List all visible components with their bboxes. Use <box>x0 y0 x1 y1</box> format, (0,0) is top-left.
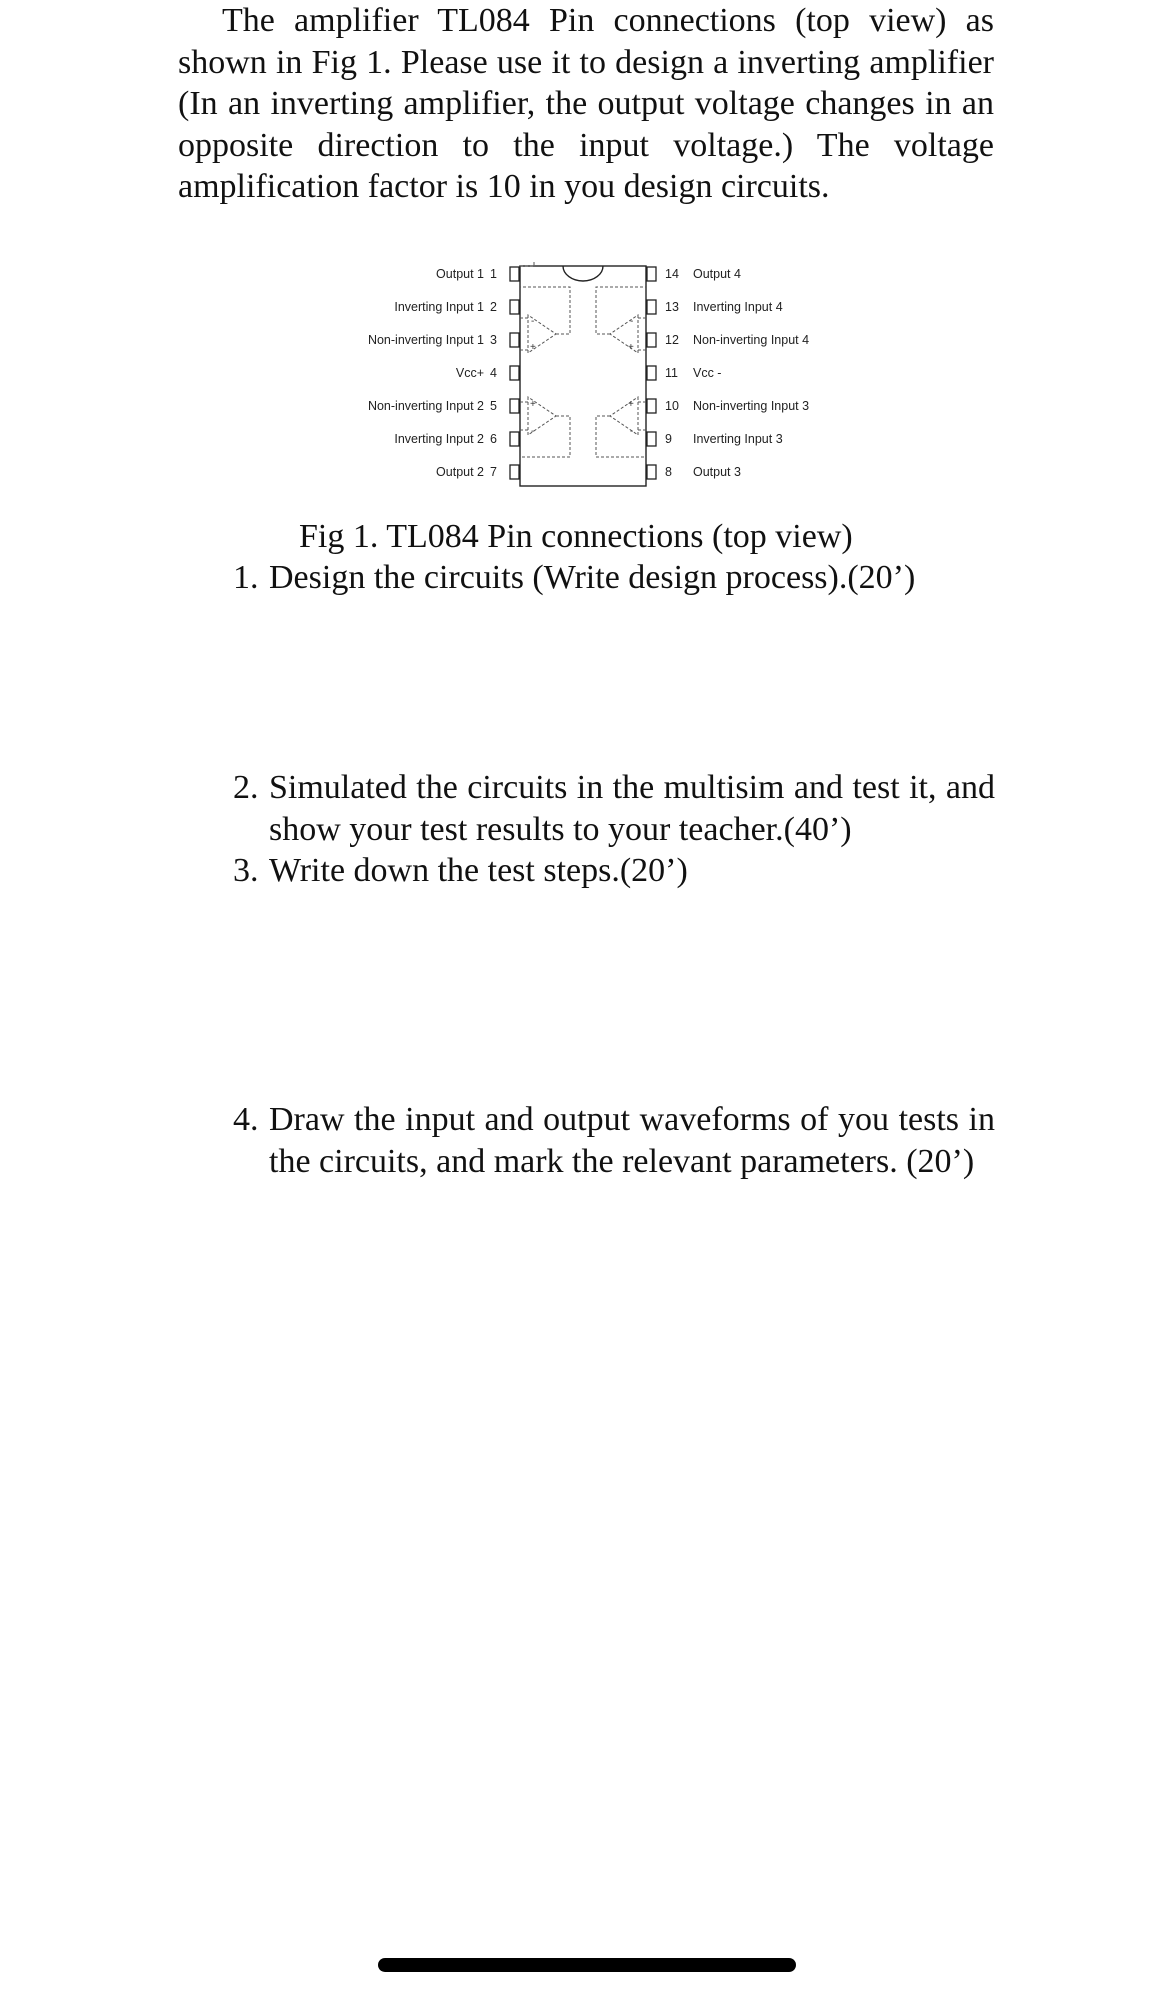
pin-8 <box>647 465 656 479</box>
pin-number: 12 <box>665 333 679 347</box>
problem-statement: The amplifier TL084 Pin connections (top view) as shown in Fig 1. Please use it to design a inverting amplifier (In an inverting amplifier, the output voltage changes in an opposite direction to the input voltage.) The voltage amplification factor is 10 in you design circuits. <box>178 2 994 205</box>
question-1 <box>233 557 995 599</box>
svg-text:+: + <box>530 399 536 410</box>
chip-body <box>520 266 646 486</box>
pin-label: Inverting Input 3 <box>693 432 783 446</box>
pin-label: Output 2 <box>436 465 484 479</box>
pin-3 <box>510 333 519 347</box>
question-3 <box>233 850 995 892</box>
pin-label: Output 1 <box>436 267 484 281</box>
pin-13 <box>647 300 656 314</box>
svg-text:+: + <box>628 399 634 410</box>
pin-6 <box>510 432 519 446</box>
pin-label: Inverting Input 1 <box>394 300 484 314</box>
pin-14 <box>647 267 656 281</box>
pin-number: 3 <box>490 333 497 347</box>
question-2 <box>233 767 995 850</box>
pin-11 <box>647 366 656 380</box>
pin-number: 14 <box>665 267 679 281</box>
svg-text:-: - <box>531 426 535 437</box>
pin-5 <box>510 399 519 413</box>
pin-number: 6 <box>490 432 497 446</box>
pin-7 <box>510 465 519 479</box>
svg-text:-: - <box>630 316 634 327</box>
pin-label: Non-inverting Input 2 <box>367 399 484 413</box>
op-amp-2 <box>520 397 570 457</box>
pin-number: 5 <box>490 399 497 413</box>
op-amp-1 <box>520 262 570 353</box>
question-4 <box>233 1099 995 1182</box>
pin-label: Inverting Input 2 <box>394 432 484 446</box>
pin-9 <box>647 432 656 446</box>
pin-label: Non-inverting Input 4 <box>693 333 810 347</box>
pin-number: 8 <box>665 465 672 479</box>
pin-2 <box>510 300 519 314</box>
pin-number: 1 <box>490 267 497 281</box>
question-text: Draw the input and output waveforms of you tests in the circuits, and mark the relevant parameters. (20’) <box>269 1101 995 1180</box>
op-amp-4 <box>596 287 646 353</box>
svg-text:-: - <box>630 426 634 437</box>
question-text: Write down the test steps.(20’) <box>269 852 688 889</box>
op-amp-3 <box>596 397 646 457</box>
svg-text:+: + <box>628 342 634 353</box>
pin-number: 7 <box>490 465 497 479</box>
pin-number: 9 <box>665 432 672 446</box>
chip-notch <box>563 266 603 281</box>
question-text: Simulated the circuits in the multisim and test it, and show your test results to your teacher.(40’) <box>269 769 995 848</box>
pinout-svg <box>330 252 850 502</box>
pin-1 <box>510 267 519 281</box>
pin-label: Output 3 <box>693 465 741 479</box>
pin-number: 4 <box>490 366 497 380</box>
svg-text:+: + <box>530 342 536 353</box>
figure-caption: Fig 1. TL084 Pin connections (top view) <box>299 518 853 555</box>
question-number: 1. <box>233 559 259 596</box>
pin-10 <box>647 399 656 413</box>
question-number: 2. <box>233 769 259 806</box>
pin-number: 10 <box>665 399 679 413</box>
pin-label: Non-inverting Input 1 <box>367 333 484 347</box>
pin-label: Inverting Input 4 <box>693 300 783 314</box>
pin-label: Vcc+ <box>455 366 484 380</box>
pin-12 <box>647 333 656 347</box>
pin-number: 13 <box>665 300 679 314</box>
question-number: 3. <box>233 852 259 889</box>
home-indicator[interactable] <box>378 1958 796 1972</box>
pin-label: Vcc - <box>693 366 722 380</box>
pin-group <box>368 267 809 479</box>
question-text: Design the circuits (Write design process).(20’) <box>269 559 916 596</box>
pin-number: 2 <box>490 300 497 314</box>
pin-label: Output 4 <box>693 267 741 281</box>
tl084-pin-diagram <box>330 252 850 502</box>
question-number: 4. <box>233 1101 259 1138</box>
pin-label: Non-inverting Input 3 <box>693 399 810 413</box>
svg-text:-: - <box>531 316 535 327</box>
pin-number: 11 <box>665 366 678 380</box>
pin-4 <box>510 366 519 380</box>
